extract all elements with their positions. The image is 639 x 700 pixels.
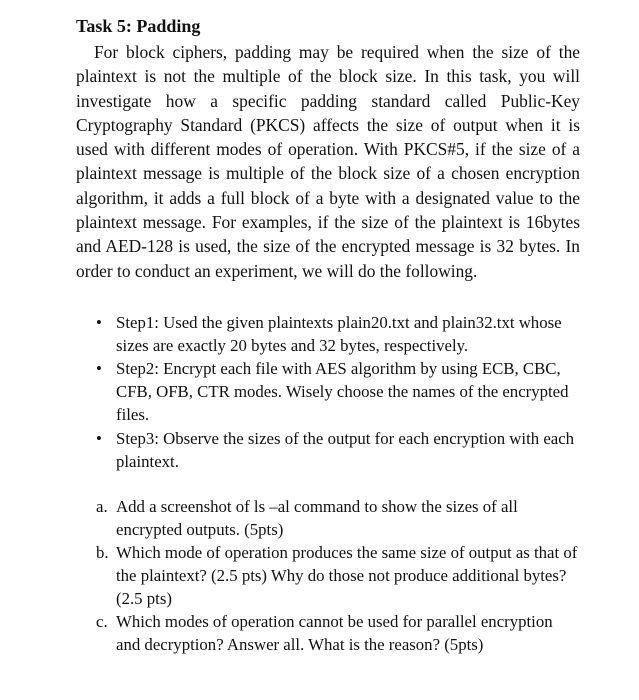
steps-list: [96, 311, 578, 473]
step-item-1: [96, 311, 578, 357]
step-item-2: [96, 357, 578, 426]
question-text: Add a screenshot of ls –al command to show the sizes of all encrypted outputs. (5pts): [116, 497, 518, 539]
bullet-icon: •: [96, 313, 102, 332]
bullet-icon: •: [96, 429, 102, 448]
questions-list: [96, 495, 578, 656]
question-item-c: [96, 610, 578, 656]
question-marker: c.: [96, 612, 108, 631]
task-intro-paragraph: For block ciphers, padding may be required when the size of the plaintext is not the multiple of the block size. In this task, you will investigate how a specific padding standard called Public-Key Cryptography Standard (PKCS) affects the size of output when it is used with different modes of operation. With PKCS#5, if the size of a plaintext message is multiple of the block size of a chosen encryption algorithm, it adds a full block of a byte with a designated value to the plaintext message. For examples, if the size of the plaintext is 16bytes and AED-128 is used, the size of the encrypted message is 32 bytes. In order to conduct an experiment, we will do the following.: [76, 42, 580, 281]
step-text: Step1: Used the given plaintexts plain20.txt and plain32.txt whose sizes are exactly 20 bytes and 32 bytes, respectively.: [116, 313, 562, 355]
step-text: Step3: Observe the sizes of the output for each encryption with each plaintext.: [116, 429, 575, 471]
question-text: Which modes of operation cannot be used for parallel encryption and decryption? Answer all. What is the reason? (5pts): [116, 612, 553, 654]
bullet-icon: •: [96, 359, 102, 378]
question-item-a: [96, 495, 578, 541]
step-text: Step2: Encrypt each file with AES algorithm by using ECB, CBC, CFB, OFB, CTR modes. Wisely choose the names of the encrypted files.: [116, 359, 569, 424]
question-text: Which mode of operation produces the same size of output as that of the plaintext? (2.5 pts) Why do those not produce additional bytes? (2.5 pts): [116, 543, 578, 608]
question-marker: a.: [96, 497, 108, 516]
question-marker: b.: [96, 543, 109, 562]
step-item-3: [96, 427, 578, 473]
question-item-b: [96, 541, 578, 610]
task-title: Task 5: Padding: [76, 16, 201, 36]
